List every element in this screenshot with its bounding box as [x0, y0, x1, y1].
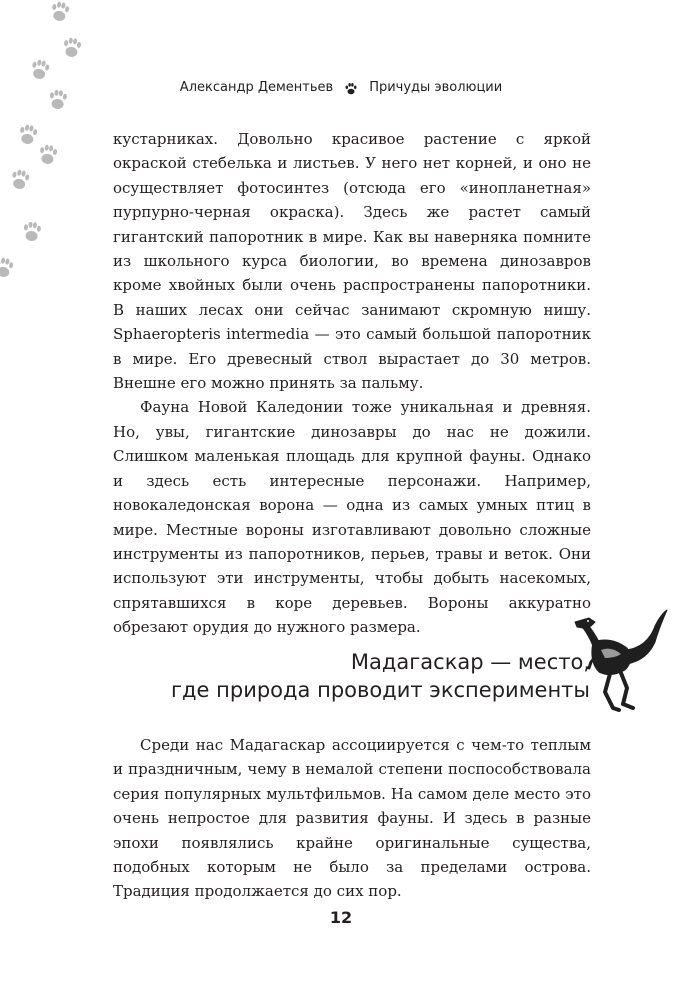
header-book-title: Причуды эволюции	[369, 80, 503, 95]
page-number: 12	[329, 908, 353, 927]
paragraph: Среди нас Мадагаскар ассоциируется с чем-то теплым и праздничным, чему в немалой степени поспособствовала серия популярных мультфильмов. На самом деле место это очень непростое для развития фауны. И здесь в разные эпохи появлялись крайне оригинальные существа, подобных которым не было за пределами острова. Традиция продолжается до сих пор.	[113, 736, 591, 901]
paw-icon	[343, 81, 359, 95]
body-text-bottom	[113, 733, 591, 904]
running-header	[0, 80, 682, 95]
paragraph: Фауна Новой Каледонии тоже уникальная и древняя. Но, увы, гигантские динозавры до нас не дожили. Слишком маленькая площадь для крупной фауны. Однако и здесь есть интересные персонажи. Например, новокаледонская ворона — одна из самых умных птиц в мире. Местные вороны изготавливают довольно сложные инструменты из папоротников, перьев, травы и веток. Они используют эти инструменты, чтобы добыть насекомых, спрятавшихся в коре деревьев. Вороны аккуратно обрезают орудия до нужного размера.	[113, 398, 591, 637]
paragraph: кустарниках. Довольно красивое растение с яркой окраской стебелька и листьев. У него нет корней, и оно не осуществляет фотосинтез (отсюда его «инопланетная» пурпурно-черная окраска). Здесь же растет самый гигантский папоротник в мире. Как вы наверняка помните из школьного курса биологии, во времена динозавров кроме хвойных были очень распространены папоротники. В наших лесах они сейчас занимают скромную нишу. Sphaeropteris intermedia — это самый большой папоротник в мире. Его древесный ствол вырастает до 30 метров. Внешне его можно принять за пальму.	[113, 130, 591, 393]
paw-prints-icon	[0, 0, 90, 300]
header-author: Александр Дементьев	[179, 80, 334, 95]
section-heading-line: где природа проводит эксперименты	[171, 678, 590, 702]
section-heading-line: Мадагаскар — место,	[350, 650, 590, 674]
section-heading	[170, 648, 590, 704]
body-text-top	[113, 127, 591, 640]
